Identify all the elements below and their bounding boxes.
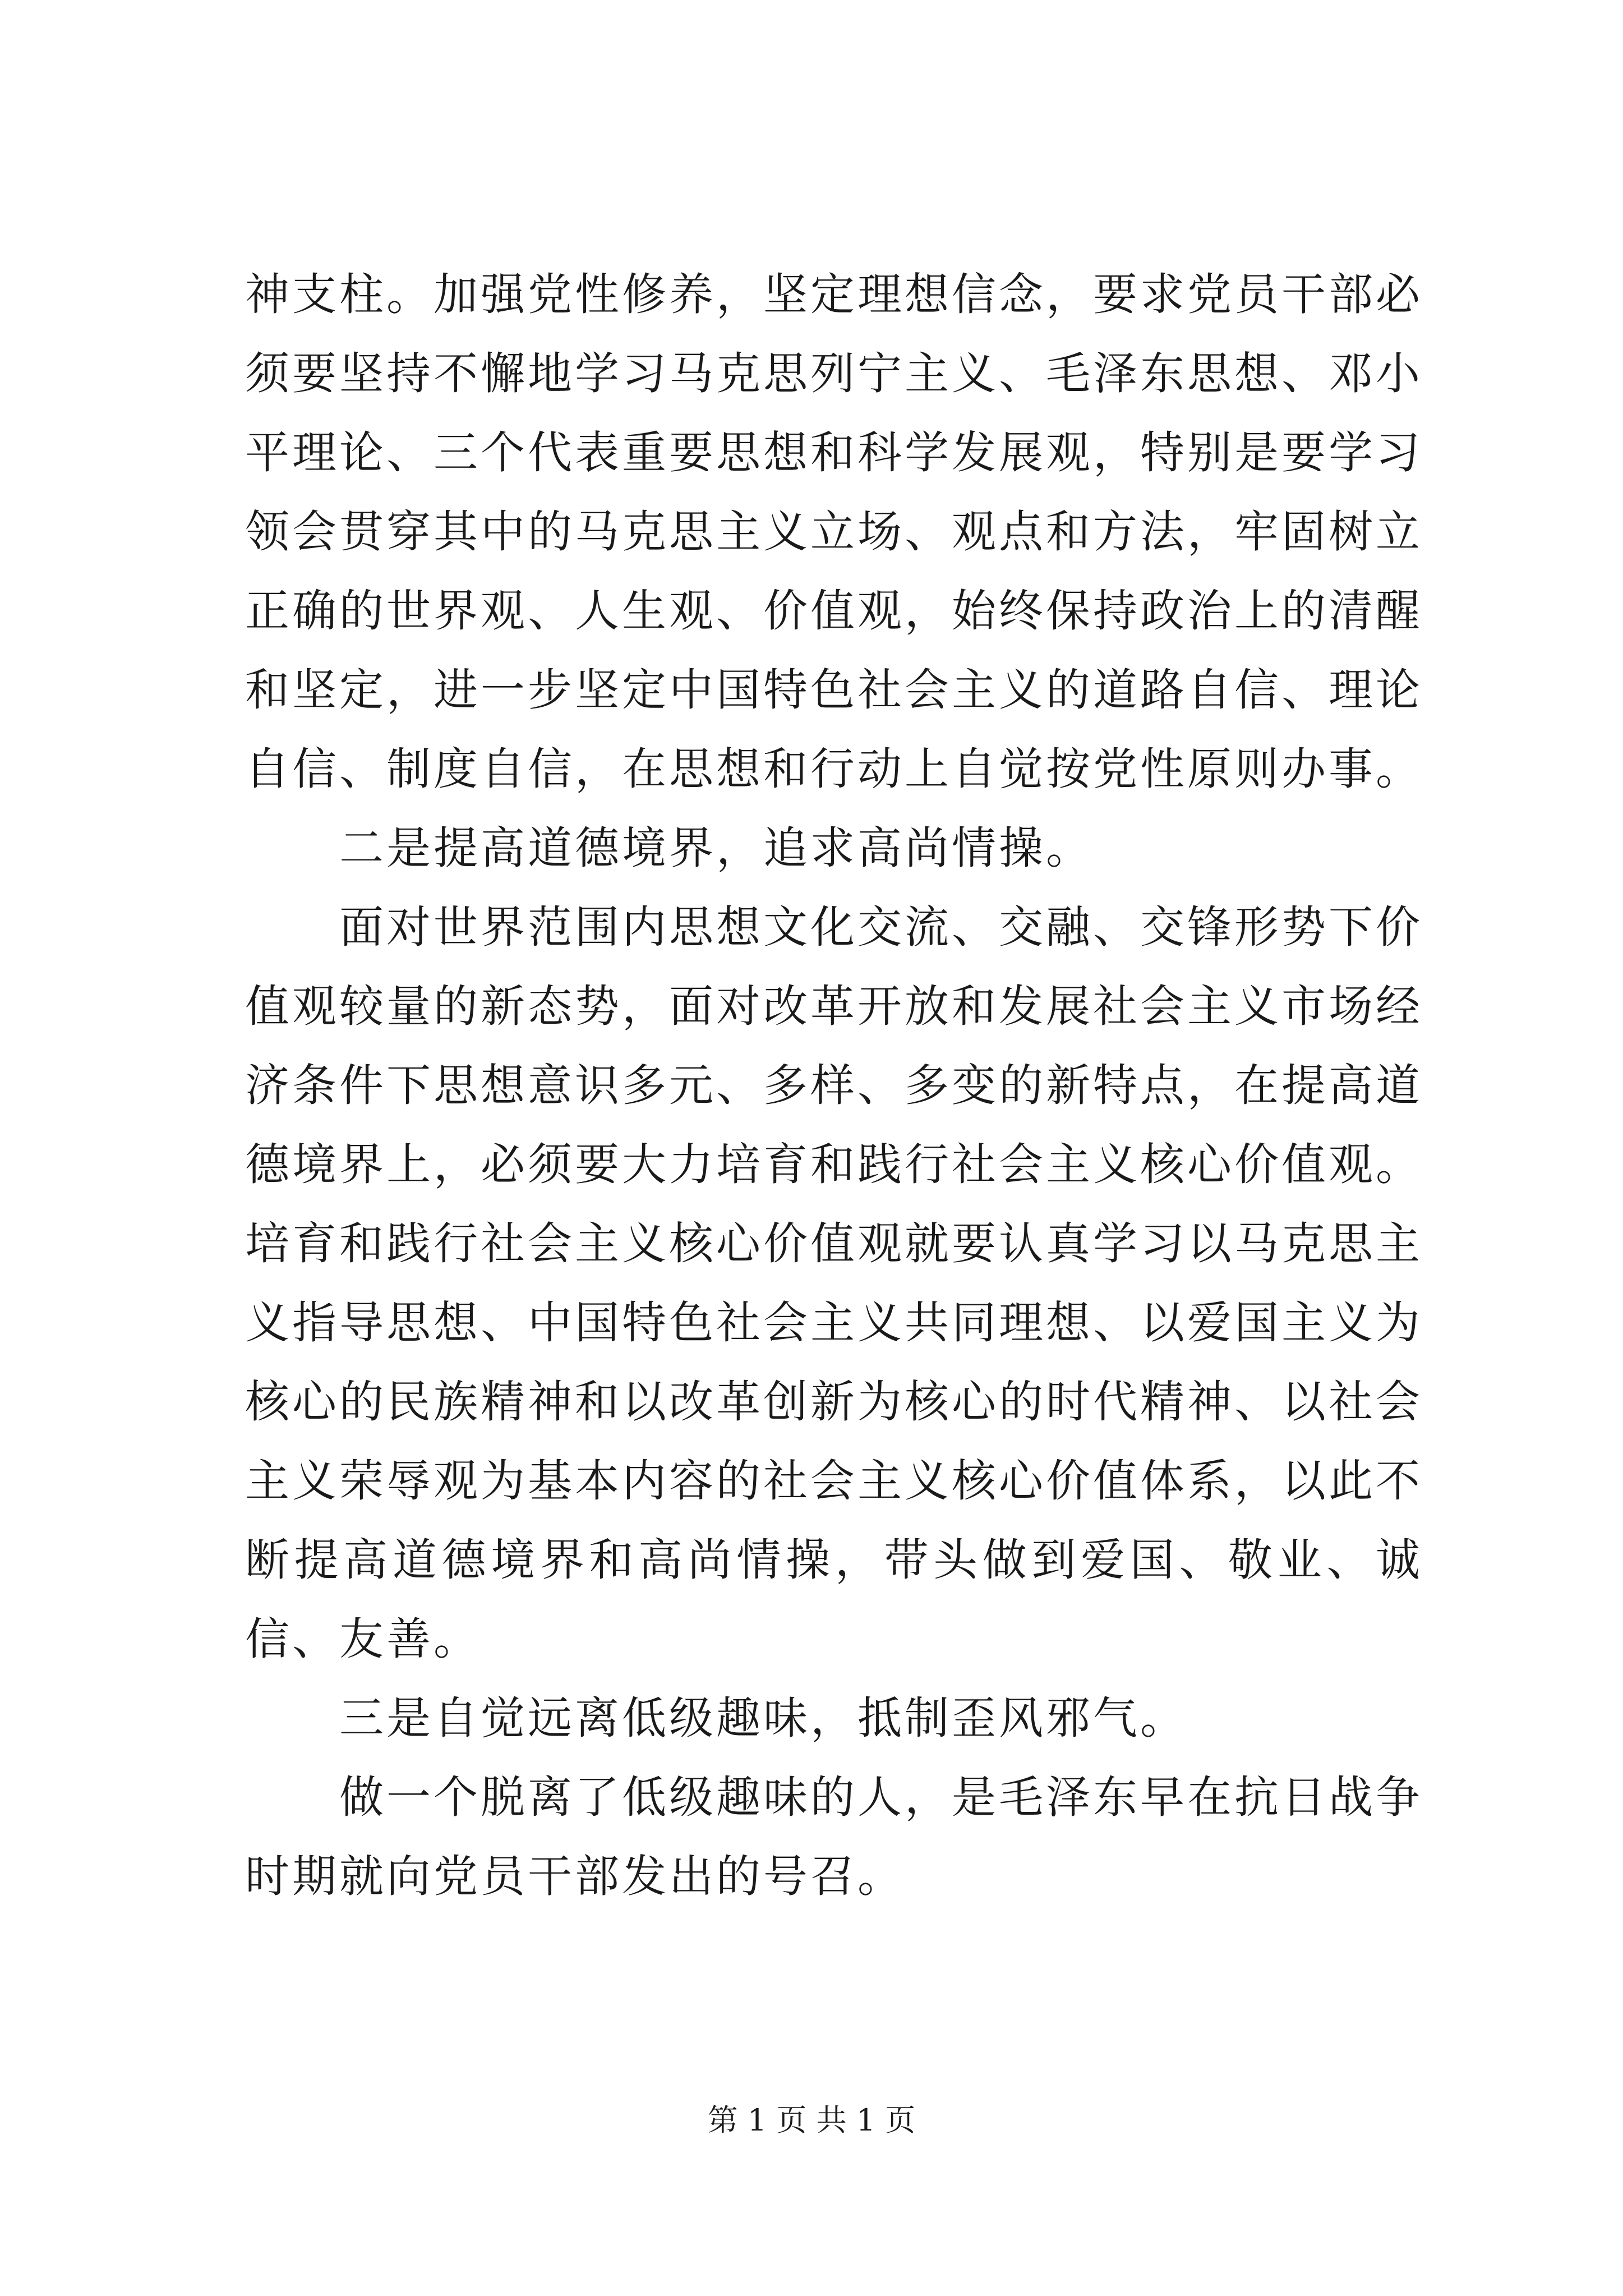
- section-heading-3: 三是自觉远离低级趣味，抵制歪风邪气。: [339, 1692, 1187, 1744]
- document-body: [245, 255, 1423, 1916]
- section-heading-2: 二是提高道德境界，追求高尚情操。: [339, 822, 1093, 874]
- paragraph-1: 神支柱。加强党性修养，坚定理想信念，要求党员干部必须要坚持不懈地学习马克思列宁主义、毛泽东思想、邓小平理论、三个代表重要思想和科学发展观，特别是要学习领会贯穿其中的马克思主义立场、观点和方法，牢固树立正确的世界观、人生观、价值观，始终保持政治上的清醒和坚定，进一步坚定中国特色社会主义的道路自信、理论自信、制度自信，在思想和行动上自觉按党性原则办事。: [245, 269, 1423, 795]
- paragraph-3: 做一个脱离了低级趣味的人，是毛泽东早在抗日战争时期就向党员干部发出的号召。: [245, 1772, 1423, 1902]
- page-footer: 第 1 页 共 1 页: [707, 2102, 916, 2138]
- paragraph-2: 面对世界范围内思想文化交流、交融、交锋形势下价值观较量的新态势，面对改革开放和发展社会主义市场经济条件下思想意识多元、多样、多变的新特点，在提高道德境界上，必须要大力培育和践行社会主义核心价值观。培育和践行社会主义核心价值观就要认真学习以马克思主义指导思想、中国特色社会主义共同理想、以爱国主义为核心的民族精神和以改革创新为核心的时代精神、以社会主义荣辱观为基本内容的社会主义核心价值体系，以此不断提高道德境界和高尚情操，带头做到爱国、敬业、诚信、友善。: [245, 901, 1423, 1665]
